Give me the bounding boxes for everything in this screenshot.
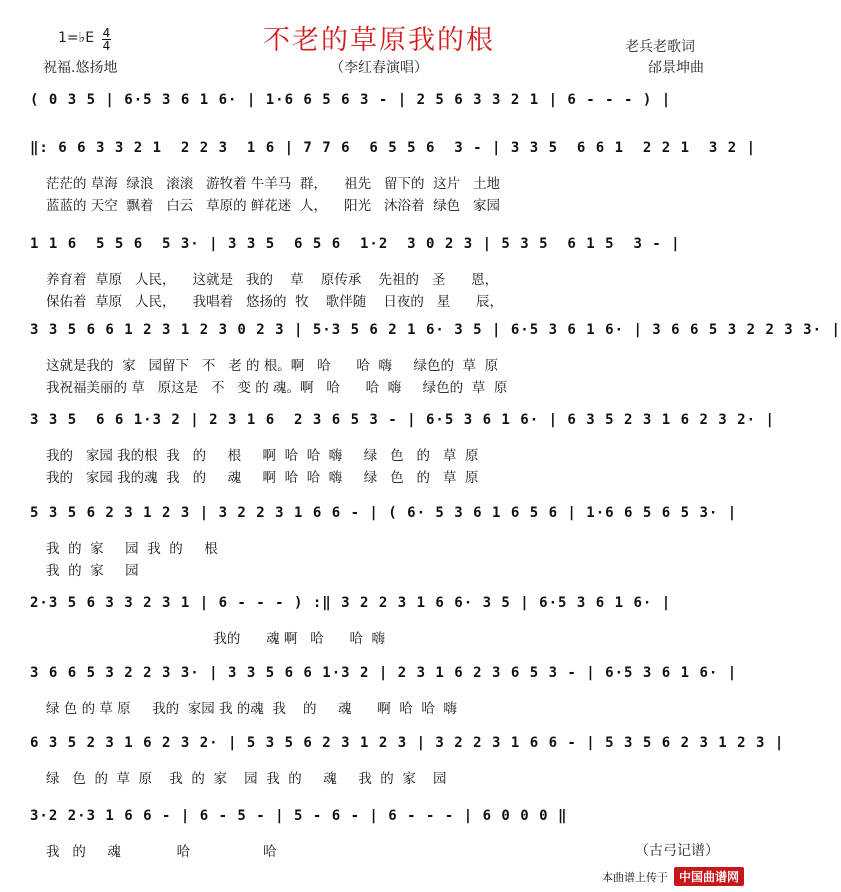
time-signature bbox=[102, 27, 111, 52]
score-notes-line: 3 3 5 6 6 1 2 3 1 2 3 0 2 3 | 5·3 5 6 2 1 6· 3 5 | 6·5 3 6 1 6· | 3 6 6 5 3 2 2 3 3· | bbox=[30, 322, 841, 338]
time-signature-top: 4 bbox=[102, 26, 111, 40]
score-notes-line: ( 0 3 5 | 6·5 3 6 1 6· | 1·6 6 5 6 3 - | 2 5 6 3 3 2 1 | 6 - - - ) | bbox=[30, 92, 672, 108]
singer-credit: （李红春演唱） bbox=[330, 60, 428, 76]
lyric-line: 我的 家园 我的根 我 的 根 啊 哈 哈 嗨 绿 色 的 草 原 bbox=[46, 448, 479, 464]
score-notes-line: 3 6 6 5 3 2 2 3 3· | 3 3 5 6 6 1·3 2 | 2 3 1 6 2 3 6 5 3 - | 6·5 3 6 1 6· | bbox=[30, 665, 738, 681]
footer bbox=[602, 867, 744, 886]
lyric-line: 养育着 草原 人民， 这就是 我的 草 原传承 先祖的 圣 恩， bbox=[46, 272, 499, 288]
score-notes-line: 3 3 5 6 6 1·3 2 | 2 3 1 6 2 3 6 5 3 - | 6·5 3 6 1 6· | 6 3 5 2 3 1 6 2 3 2· | bbox=[30, 412, 775, 428]
lyricist-credit: 老兵老歌词 bbox=[625, 39, 695, 55]
upload-text: 本曲谱上传于 bbox=[601, 870, 668, 884]
score-notes-line: 1 1 6 5 5 6 5 3· | 3 3 5 6 5 6 1·2 3 0 2 3 | 5 3 5 6 1 5 3 - | bbox=[30, 236, 681, 252]
lyric-line: 我 的 魂 哈 哈 bbox=[46, 844, 277, 860]
lyric-line: 我祝福美丽的 草 原这是 不 变 的 魂。啊 哈 哈 嗨 绿色的 草 原 bbox=[46, 380, 508, 396]
score-notes-line: 5 3 5 6 2 3 1 2 3 | 3 2 2 3 1 6 6 - | ( 6· 5 3 6 1 6 5 6 | 1·6 6 5 6 5 3· | bbox=[30, 505, 738, 521]
score-notes-line: ‖: 6 6 3 3 2 1 2 2 3 1 6 | 7 7 6 6 5 5 6 3 - | 3 3 5 6 6 1 2 2 1 3 2 | bbox=[30, 140, 757, 156]
lyric-line: 我 的 家 园 bbox=[46, 563, 139, 579]
dedication-text: 祝福.悠扬地 bbox=[43, 60, 118, 76]
song-title: 不老的草原我的根 bbox=[263, 25, 495, 56]
score-notes-line: 3·2 2·3 1 6 6 - | 6 - 5 - | 5 - 6 - | 6 - - - | 6 0 0 0 ‖ bbox=[30, 808, 568, 824]
score-notes-line: 6 3 5 2 3 1 6 2 3 2· | 5 3 5 6 2 3 1 2 3 | 3 2 2 3 1 6 6 - | 5 3 5 6 2 3 1 2 3 | bbox=[30, 735, 785, 751]
lyric-line: 蓝蓝的 天空 飘着 白云 草原的 鲜花迷 人， 阳光 沐浴着 绿色 家园 bbox=[46, 198, 500, 214]
lyric-line: 这就是我的 家 园留下 不 老 的 根。啊 哈 哈 嗨 绿色的 草 原 bbox=[46, 358, 499, 374]
notation-credit: （古弓记谱） bbox=[635, 843, 719, 859]
lyric-line: 我的 家园 我的魂 我 的 魂 啊 哈 哈 嗨 绿 色 的 草 原 bbox=[46, 470, 479, 486]
score-notes-line: 2·3 5 6 3 3 2 3 1 | 6 - - - ) :‖ 3 2 2 3 1 6 6· 3 5 | 6·5 3 6 1 6· | bbox=[30, 595, 672, 611]
lyric-line: 保佑着 草原 人民， 我唱着 悠扬的 牧 歌伴随 日夜的 星 辰， bbox=[46, 294, 504, 310]
composer-credit: 邰景坤曲 bbox=[648, 60, 704, 76]
lyric-line: 茫茫的 草海 绿浪 滚滚 游牧着 牛羊马 群， 祖先 留下的 这片 土地 bbox=[46, 176, 500, 192]
lyric-line: 绿 色 的 草 原 我的 家园 我 的魂 我 的 魂 啊 哈 哈 嗨 bbox=[46, 701, 457, 717]
lyric-line: 我的 魂 啊 哈 哈 嗨 bbox=[46, 631, 386, 647]
lyric-line: 我 的 家 园 我 的 根 bbox=[46, 541, 218, 557]
lyric-line: 绿 色 的 草 原 我 的 家 园 我 的 魂 我 的 家 园 bbox=[46, 771, 447, 787]
key-signature: 1=♭E bbox=[58, 30, 95, 46]
site-logo[interactable]: 中国曲谱网 bbox=[674, 867, 744, 886]
time-signature-bottom: 4 bbox=[102, 39, 111, 53]
